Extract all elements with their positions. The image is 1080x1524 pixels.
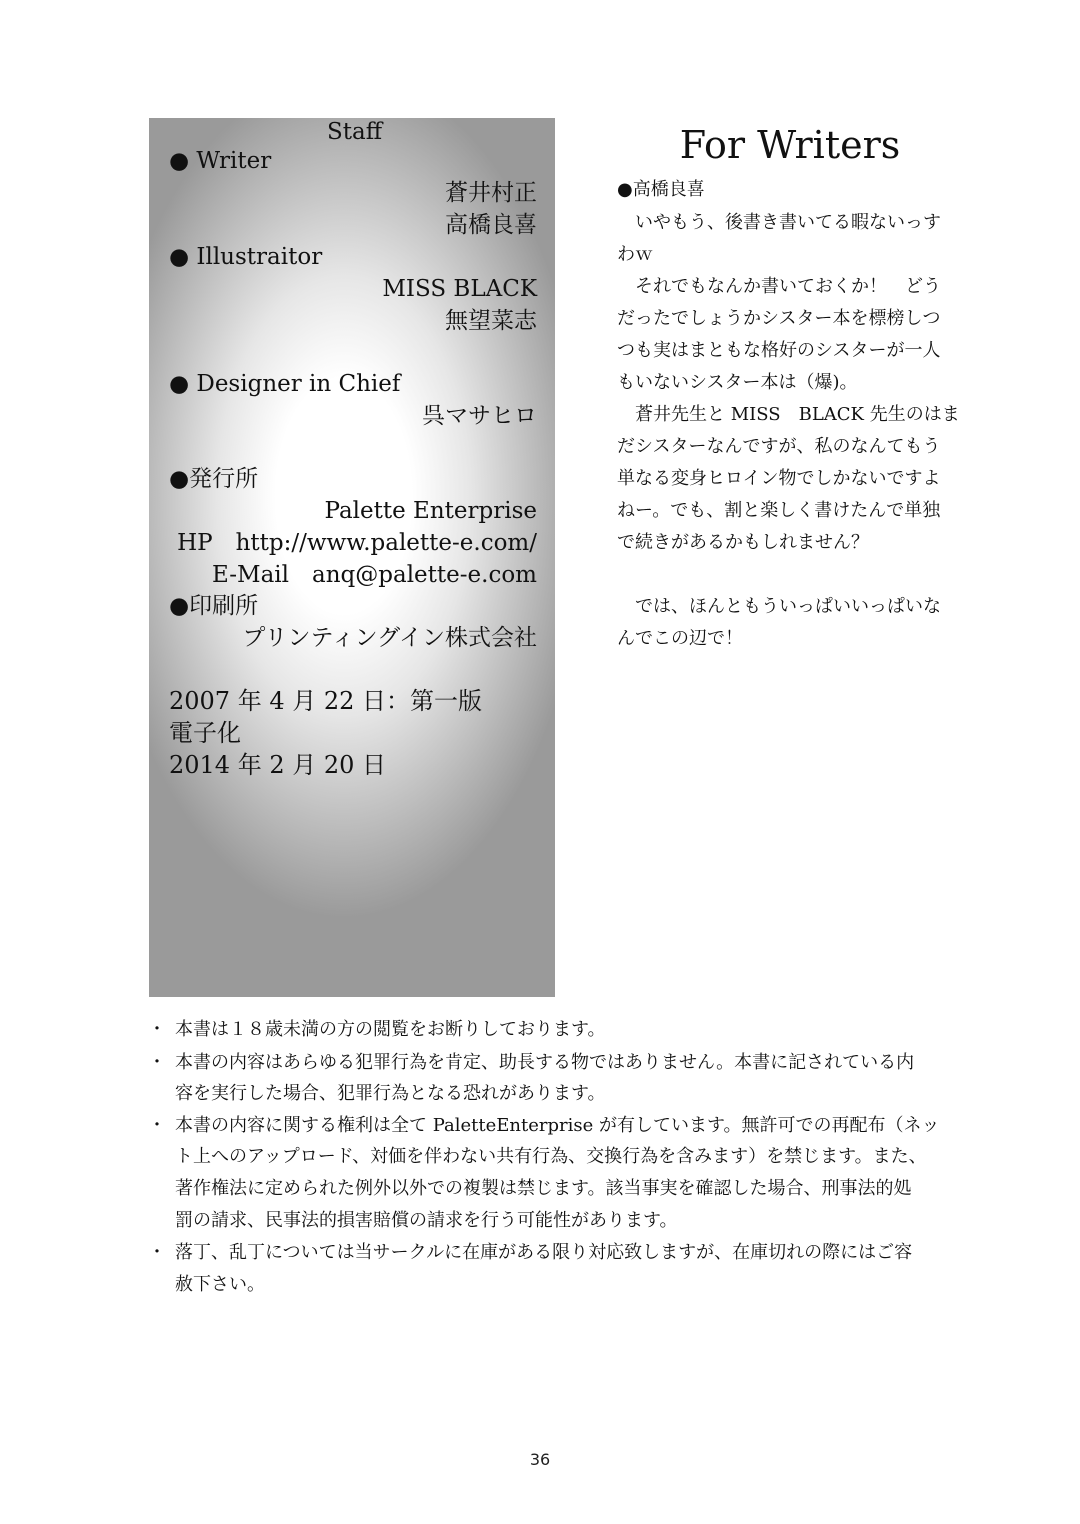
afterword-line: では、ほんともういっぱいいっぱいな xyxy=(617,596,941,617)
illustrator-label: ● Illustraitor xyxy=(169,244,323,270)
printer-name: プリンティングイン株式会社 xyxy=(242,625,537,651)
afterword-line: ●高橋良喜 xyxy=(617,179,705,200)
digitized-date: 2014 年 2 月 20 日 xyxy=(169,751,387,779)
notice-text: 罰の請求、民事法的損害賠償の請求を行う可能性があります。 xyxy=(175,1210,678,1231)
page-number: 36 xyxy=(529,1450,551,1469)
first-edition-date: 2007 年 4 月 22 日：第一版 xyxy=(169,687,483,715)
afterword-line: だったでしょうかシスター本を標榜しつ xyxy=(617,308,941,329)
notice-text: 本書の内容に関する権利は全て PaletteEnterprise が有しています。無許可での再配布（ネッ xyxy=(175,1115,940,1136)
publisher-label: ●発行所 xyxy=(169,466,259,492)
writers-title: For Writers xyxy=(679,123,901,167)
afterword-line: もいないシスター本は（爆)。 xyxy=(617,372,858,393)
notice-text: 著作権法に定められた例外以外での複製は禁じます。該当事実を確認した場合、刑事法的処 xyxy=(175,1178,912,1199)
notice-bullet: ・ xyxy=(148,1242,166,1263)
afterword-line: わｗ xyxy=(617,244,653,265)
publisher-email: E-Mail anq@palette-e.com xyxy=(212,562,537,588)
notice-bullet: ・ xyxy=(148,1115,166,1136)
afterword-line: それでもなんか書いておくか！ どう xyxy=(617,276,941,297)
afterword-line: ねー。でも、割と楽しく書けたんで単独 xyxy=(617,500,941,521)
afterword-line: つも実はまともな格好のシスターが一人 xyxy=(617,340,941,361)
notice-text: 本書の内容はあらゆる犯罪行為を肯定、助長する物ではありません。本書に記されている内 xyxy=(175,1052,915,1073)
afterword-line: 単なる変身ヒロイン物でしかないですよ xyxy=(617,468,941,489)
illustrator-name-1: MISS BLACK xyxy=(382,276,537,302)
afterword-line: で続きがあるかもしれません？ xyxy=(617,532,869,553)
printer-label: ●印刷所 xyxy=(169,593,259,619)
notice-bullet: ・ xyxy=(148,1019,166,1040)
designer-label: ● Designer in Chief xyxy=(169,371,401,397)
notice-text: ト上へのアップロード、対価を伴わない共有行為、交換行為を含みます）を禁じます。また、 xyxy=(175,1146,927,1167)
notice-text: 赦下さい。 xyxy=(175,1274,265,1295)
afterword-line: 蒼井先生と MISS BLACK 先生のはま xyxy=(617,404,960,425)
writer-label: ● Writer xyxy=(169,148,272,174)
publisher-homepage: HP http://www.palette-e.com/ xyxy=(177,530,537,556)
illustrator-name-2: 無望菜志 xyxy=(445,308,537,334)
writer-name-2: 高橋良喜 xyxy=(445,212,537,238)
staff-heading: Staff xyxy=(327,119,383,145)
afterword-line: だシスターなんですが、私のなんてもう xyxy=(617,436,941,457)
afterword-line: いやもう、後書き書いてる暇ないっす xyxy=(617,212,941,233)
afterword-line: んでこの辺で！ xyxy=(617,628,743,649)
notice-text: 容を実行した場合、犯罪行為となる恐れがあります。 xyxy=(175,1083,606,1104)
staff-panel xyxy=(149,118,555,997)
writer-name-1: 蒼井村正 xyxy=(445,180,537,206)
digitized-label: 電子化 xyxy=(169,719,241,747)
publisher-name: Palette Enterprise xyxy=(324,498,537,524)
designer-name: 呉マサヒロ xyxy=(422,403,537,429)
notice-bullet: ・ xyxy=(148,1052,166,1073)
notice-text: 本書は１８歳未満の方の閲覧をお断りしております。 xyxy=(175,1019,606,1040)
notice-text: 落丁、乱丁については当サークルに在庫がある限り対応致しますが、在庫切れの際にはご容 xyxy=(175,1242,913,1263)
